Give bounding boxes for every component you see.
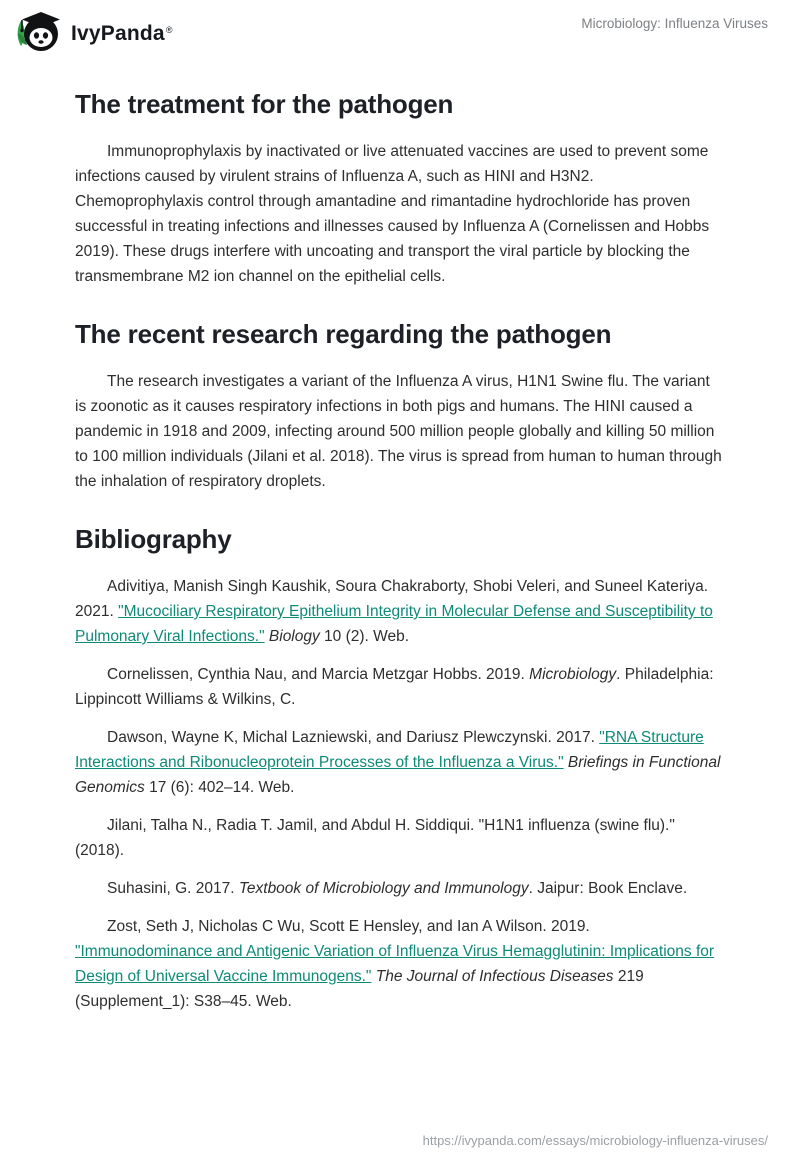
page-footer xyxy=(423,1133,768,1148)
heading-bibliography: Bibliography xyxy=(75,524,232,554)
bibliography-entry: Jilani, Talha N., Radia T. Jamil, and Abdul H. Siddiqui. "H1N1 influenza (swine flu)." (2018). xyxy=(75,817,675,859)
italic-text: Textbook of Microbiology and Immunology xyxy=(238,880,529,897)
brand-name: IvyPanda xyxy=(71,21,165,45)
footer-url: https://ivypanda.com/essays/microbiology-influenza-viruses/ xyxy=(422,1133,768,1148)
italic-text: Microbiology xyxy=(529,666,617,683)
bibliography-link[interactable]: "RNA Structure Interactions and Ribonucleoprotein Processes of the Influenza a Virus." xyxy=(75,729,704,771)
bibliography-entry: Suhasini, G. 2017. Textbook of Microbiology and Immunology. Jaipur: Book Enclave. xyxy=(107,880,688,897)
italic-text: Biology xyxy=(268,628,320,645)
bibliography-entry: Dawson, Wayne K, Michal Lazniewski, and Dariusz Plewczynski. 2017. "RNA Structure Interactions and Ribonucleoprotein Processes of the Influenza a Virus." Briefings in Functional Genomics 17 (6): 402–14. Web. xyxy=(75,729,721,796)
bibliography-link[interactable]: "Immunodominance and Antigenic Variation of Influenza Virus Hemagglutinin: Implications for Design of Universal Vaccine Immunogens." xyxy=(75,943,715,985)
bibliography-entry: Zost, Seth J, Nicholas C Wu, Scott E Hensley, and Ian A Wilson. 2019. "Immunodominance and Antigenic Variation of Influenza Virus Hemagglutinin: Implications for Design of Universal Vaccine Immunogens." The Journal of Infectious Diseases 219 (Supplement_1): S38–45. Web. xyxy=(75,918,715,1010)
bibliography-entry: Cornelissen, Cynthia Nau, and Marcia Metzgar Hobbs. 2019. Microbiology. Philadelphia: Lippincott Williams & Wilkins, C. xyxy=(75,666,714,708)
paragraph-treatment: Immunoprophylaxis by inactivated or live attenuated vaccines are used to prevent some infections caused by virulent strains of Influenza A, such as HINI and H3N2. Chemoprophylaxis control through amantadine and rimantadine hydrochloride has proven successful in treating infections and illnesses caused by Influenza A (Cornelissen and Hobbs 2019). These drugs interfere with uncoating and transport the viral particle by blocking the transmembrane M2 ion channel on the epithelial cells. xyxy=(75,143,710,285)
italic-text: The Journal of Infectious Diseases xyxy=(375,968,614,985)
registered-mark: ® xyxy=(165,25,173,36)
heading-recent-research: The recent research regarding the pathogen xyxy=(75,319,612,349)
paragraph-recent-research: The research investigates a variant of the Influenza A virus, H1N1 Swine flu. The variant is zoonotic as it causes respiratory infections in both pigs and humans. The HINI caused a pandemic in 1918 and 2009, infecting around 500 million people globally and killing 50 million to 100 million individuals (Jilani et al. 2018). The virus is spread from human to human through the inhalation of respiratory droplets. xyxy=(75,373,722,490)
document-body xyxy=(0,89,800,1014)
page-header xyxy=(0,0,800,59)
document-title: Microbiology: Influenza Viruses xyxy=(581,16,768,31)
italic-text: Briefings in Functional Genomics xyxy=(75,754,721,796)
ivypanda-logo-icon xyxy=(14,8,62,59)
bibliography-entry: Adivitiya, Manish Singh Kaushik, Soura Chakraborty, Shobi Veleri, and Suneel Kateriya. 2021. "Mucociliary Respiratory Epithelium Integrity in Molecular Defense and Susceptibility to Pulmonary Viral Infections." Biology 10 (2). Web. xyxy=(75,578,713,645)
bibliography-link[interactable]: "Mucociliary Respiratory Epithelium Integrity in Molecular Defense and Susceptibility to Pulmonary Viral Infections." xyxy=(75,603,713,645)
brand[interactable] xyxy=(14,8,172,59)
heading-treatment: The treatment for the pathogen xyxy=(75,89,454,119)
